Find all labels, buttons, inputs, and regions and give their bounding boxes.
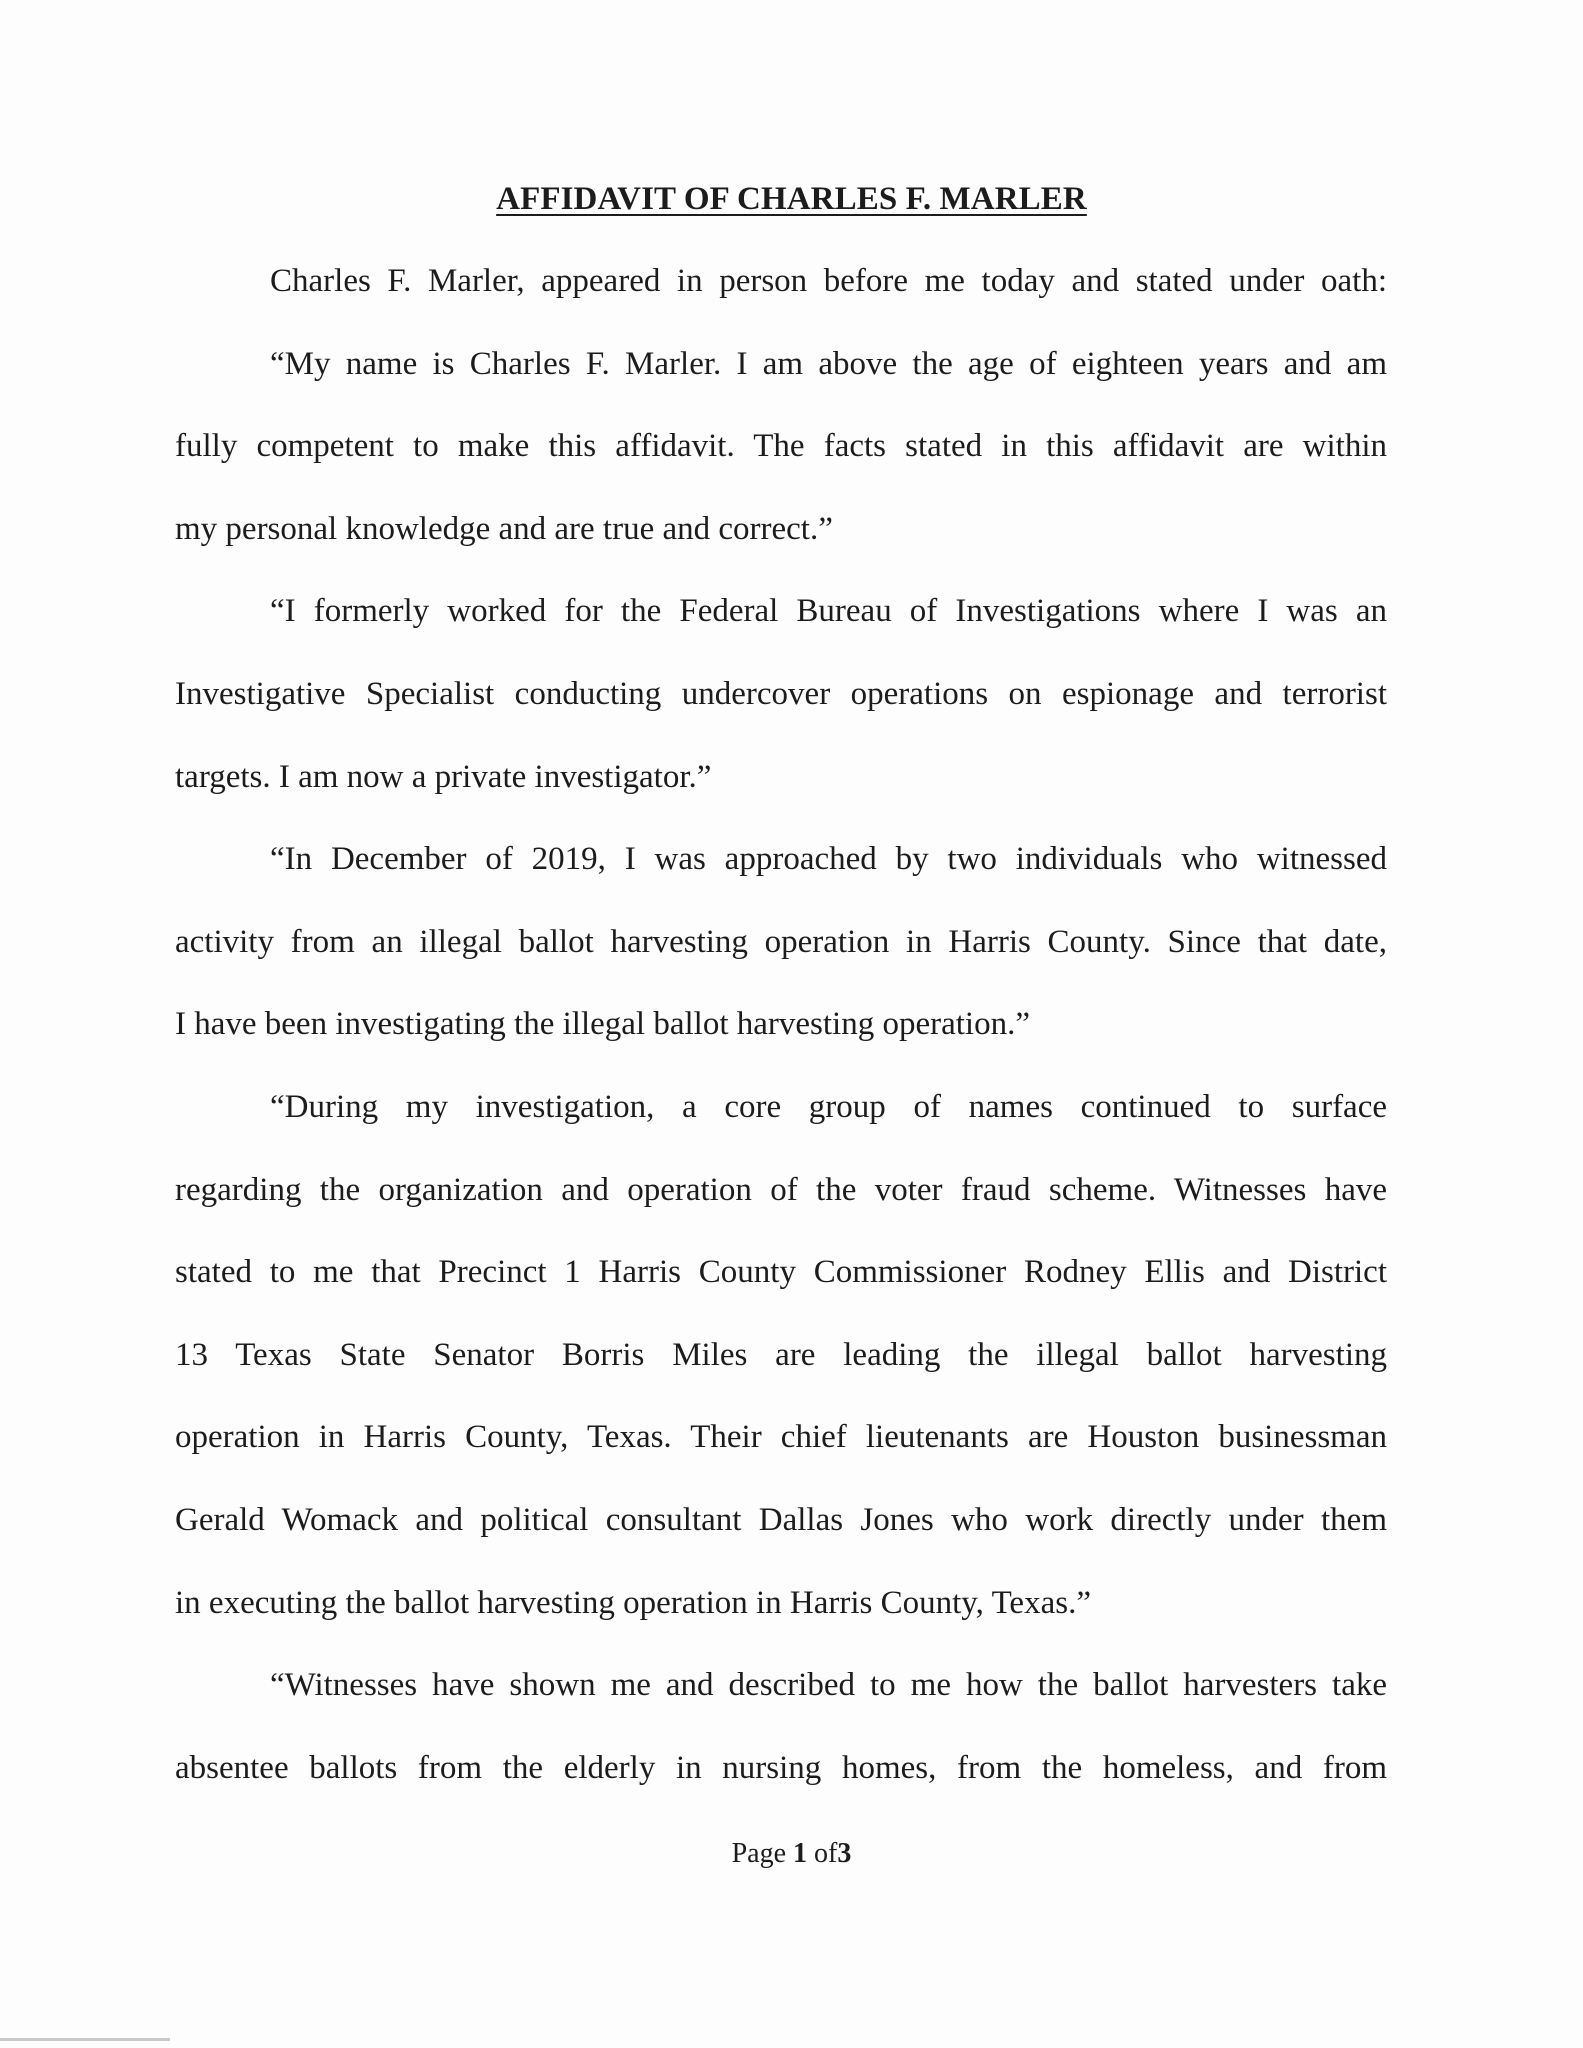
document-body — [175, 258, 1387, 1827]
page-of-label: of — [814, 1838, 838, 1869]
text-line: I have been investigating the illegal ballot harvesting operation.” — [175, 1006, 1030, 1043]
page-number — [0, 1834, 1583, 1874]
text-line: in executing the ballot harvesting operation in Harris County, Texas.” — [175, 1584, 1091, 1621]
scan-edge-mark — [0, 2038, 170, 2041]
text-line: “During my investigation, a core group of names continued to surface — [270, 1088, 1387, 1125]
text-line: Charles F. Marler, appeared in person before me today and stated under oath: — [270, 263, 1387, 299]
text-line: activity from an illegal ballot harvesting operation in Harris County. Since that date, — [175, 923, 1387, 960]
text-line: regarding the organization and operation of the voter fraud scheme. Witnesses have — [175, 1171, 1387, 1208]
document-title: AFFIDAVIT OF CHARLES F. MARLER — [496, 181, 1087, 217]
text-line: my personal knowledge and are true and correct.” — [175, 510, 833, 547]
total-pages: 3 — [837, 1838, 852, 1869]
text-line: Gerald Womack and political consultant Dallas Jones who work directly under them — [175, 1501, 1387, 1538]
current-page: 1 — [793, 1838, 808, 1869]
text-line: “In December of 2019, I was approached by two individuals who witnessed — [270, 841, 1387, 878]
text-line: “I formerly worked for the Federal Bureau of Investigations where I was an — [270, 593, 1387, 630]
text-line: 13 Texas State Senator Borris Miles are leading the illegal ballot harvesting — [175, 1336, 1387, 1373]
page-label: Page — [731, 1838, 787, 1869]
text-line: absentee ballots from the elderly in nursing homes, from the homeless, and from — [175, 1749, 1387, 1786]
text-line: fully competent to make this affidavit. The facts stated in this affidavit are within — [175, 428, 1387, 465]
text-line: “Witnesses have shown me and described to me how the ballot harvesters take — [270, 1667, 1387, 1704]
text-line: targets. I am now a private investigator.” — [175, 758, 712, 795]
text-line: operation in Harris County, Texas. Their chief lieutenants are Houston businessman — [175, 1419, 1387, 1456]
text-line: stated to me that Precinct 1 Harris County Commissioner Rodney Ellis and District — [175, 1254, 1387, 1291]
text-line: Investigative Specialist conducting undercover operations on espionage and terrorist — [175, 675, 1387, 712]
text-line: “My name is Charles F. Marler. I am above the age of eighteen years and am — [270, 345, 1387, 382]
